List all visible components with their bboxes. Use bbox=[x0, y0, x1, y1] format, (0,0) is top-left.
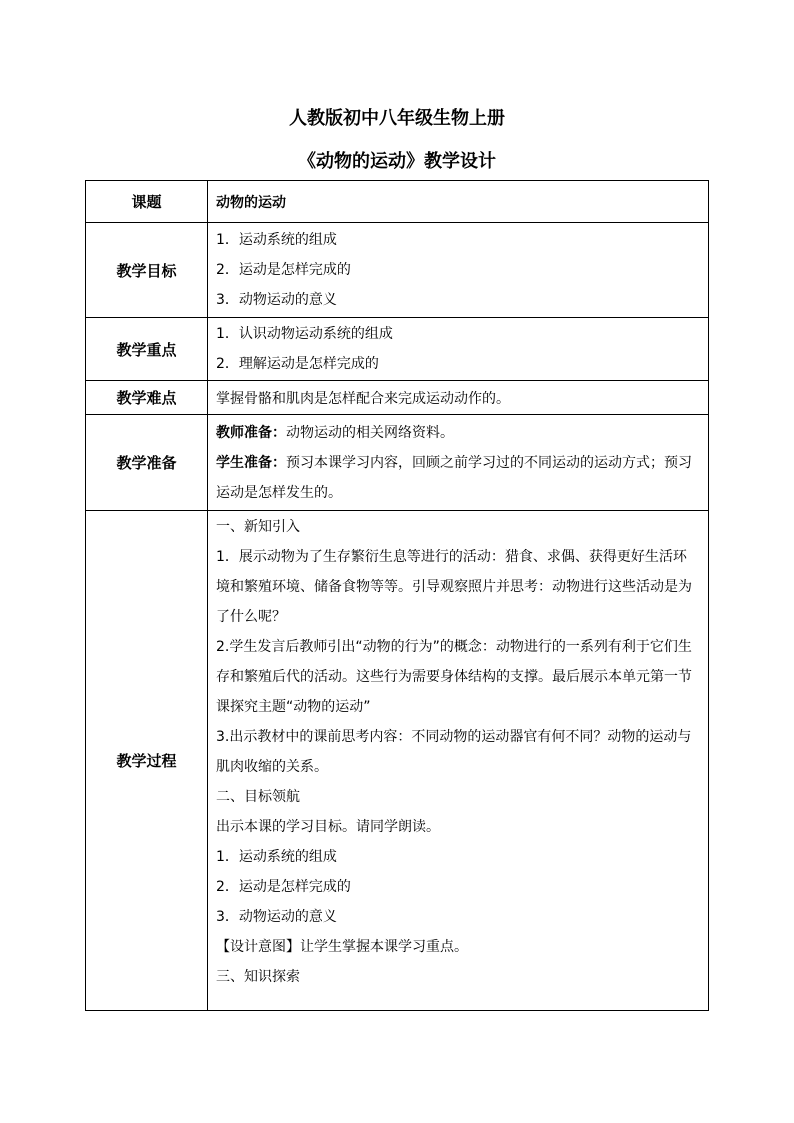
difficulty-value: 掌握骨骼和肌肉是怎样配合来完成运动动作的。 bbox=[208, 381, 709, 415]
process-paragraph: 3.出示教材中的课前思考内容：不同动物的运动器官有何不同？动物的运动与肌肉收缩的关系。 bbox=[216, 729, 692, 775]
student-preparation bbox=[216, 448, 700, 508]
lesson-plan-table bbox=[85, 180, 709, 1011]
process-cell bbox=[208, 511, 709, 1011]
teacher-preparation-label: 教师准备： bbox=[216, 424, 286, 441]
document-subtitle: 《动物的运动》教学设计 bbox=[298, 151, 496, 172]
process-goal-item: 2．运动是怎样完成的 bbox=[216, 879, 351, 895]
label-key-points: 教学重点 bbox=[86, 318, 208, 381]
process-heading: 三、知识探索 bbox=[216, 969, 300, 985]
teacher-preparation bbox=[216, 418, 700, 448]
label-difficulty: 教学难点 bbox=[86, 381, 208, 415]
process-goal-item: 3．动物运动的意义 bbox=[216, 909, 337, 925]
row-key-points bbox=[86, 318, 709, 381]
label-objectives: 教学目标 bbox=[86, 223, 208, 318]
design-intent-note: 【设计意图】让学生掌握本课学习重点。 bbox=[216, 939, 468, 955]
row-difficulty bbox=[86, 381, 709, 415]
objective-item: 1．运动系统的组成 bbox=[216, 232, 337, 248]
row-preparation bbox=[86, 415, 709, 511]
key-point-item: 1．认识动物运动系统的组成 bbox=[216, 326, 393, 342]
process-paragraph: 2.学生发言后教师引出“动物的行为”的概念：动物进行的一系列有利于它们生存和繁殖后代的活动。这些行为需要身体结构的支撑。最后展示本单元第一节课探究主题“动物的运动” bbox=[216, 639, 692, 715]
student-preparation-label: 学生准备： bbox=[216, 454, 286, 471]
row-topic bbox=[86, 181, 709, 223]
label-topic: 课题 bbox=[86, 181, 208, 223]
objective-item: 2．运动是怎样完成的 bbox=[216, 262, 351, 278]
key-points-cell bbox=[208, 318, 709, 381]
preparation-cell bbox=[208, 415, 709, 511]
process-heading: 一、新知引入 bbox=[216, 519, 300, 535]
document-title: 人教版初中八年级生物上册 bbox=[289, 108, 505, 129]
process-paragraph: 1．展示动物为了生存繁衍生息等进行的活动：猎食、求偶、获得更好生活环境和繁殖环境、储备食物等等。引导观察照片并思考：动物进行这些活动是为了什么呢？ bbox=[216, 549, 692, 625]
objective-item: 3．动物运动的意义 bbox=[216, 292, 337, 308]
process-intro: 出示本课的学习目标。请同学朗读。 bbox=[216, 819, 440, 835]
label-process: 教学过程 bbox=[86, 511, 208, 1011]
objectives-cell bbox=[208, 223, 709, 318]
row-objectives bbox=[86, 223, 709, 318]
process-heading: 二、目标领航 bbox=[216, 789, 300, 805]
topic-value: 动物的运动 bbox=[208, 181, 709, 223]
label-preparation: 教学准备 bbox=[86, 415, 208, 511]
row-process bbox=[86, 511, 709, 1011]
process-goal-item: 1．运动系统的组成 bbox=[216, 849, 337, 865]
teacher-preparation-text: 动物运动的相关网络资料。 bbox=[286, 424, 454, 441]
key-point-item: 2．理解运动是怎样完成的 bbox=[216, 356, 379, 372]
student-preparation-text: 预习本课学习内容，回顾之前学习过的不同运动的运动方式；预习运动是怎样发生的。 bbox=[216, 454, 692, 501]
